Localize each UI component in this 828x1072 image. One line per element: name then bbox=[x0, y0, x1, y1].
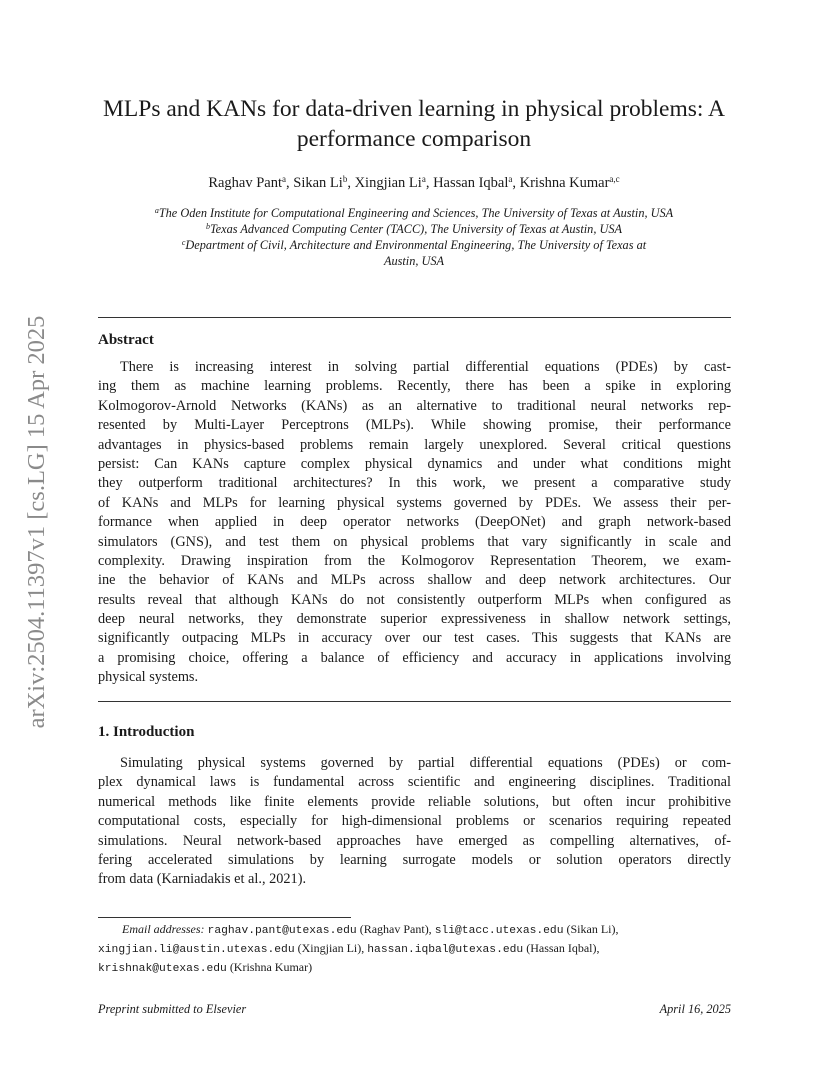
author-name: Krishna Kumar bbox=[519, 175, 610, 191]
affiliation-text: The Oden Institute for Computational Engineering and Sciences, The University of Texas at Austin, USA bbox=[158, 206, 674, 220]
email-link[interactable]: sli@tacc.utexas.edu bbox=[434, 925, 564, 937]
author-affil-mark: a bbox=[282, 174, 287, 184]
intro-line: fering accelerated simulations by learning surrogate models or solution operators directly bbox=[98, 851, 731, 868]
author-name: Raghav Pant bbox=[208, 175, 283, 191]
email-owner: (Sikan Li), bbox=[566, 922, 619, 936]
intro-line: simulations. Neural network-based approaches have emerged as compelling alternatives, of- bbox=[98, 832, 731, 849]
footer-date: April 16, 2025 bbox=[659, 1002, 731, 1016]
footnote-label: Email addresses: bbox=[122, 922, 205, 936]
author-list: Raghav Pant$^a$, Sikan Li$^b$, Xingjian Li$^a$, Hassan Iqbal$^a$, Krishna Kumar$^{a,c}$ bbox=[208, 174, 620, 191]
email-owner: (Xingjian Li), bbox=[297, 941, 365, 955]
footnote-rule bbox=[98, 917, 351, 918]
section-heading-introduction: 1. Introduction bbox=[98, 724, 195, 740]
abstract-line: a promising choice, offering a balance of efficiency and accuracy in applications involving bbox=[98, 649, 731, 666]
abstract-line: formance when applied in deep operator networks (DeepONet) and graph network-based bbox=[98, 514, 731, 531]
abstract-line: results reveal that although KANs do not consistently outperform MLPs when configured as bbox=[98, 591, 731, 608]
affiliation-c bbox=[80, 237, 748, 253]
intro-line: from data (Karniadakis et al., 2021). bbox=[98, 871, 307, 888]
abstract-line: advantages in physics-based problems remain largely unexplored. Several critical questions bbox=[98, 436, 731, 453]
author-name: Sikan Li bbox=[293, 175, 343, 191]
author-affil-mark: a,c bbox=[609, 174, 620, 184]
author-affil-mark: a bbox=[421, 174, 426, 184]
affiliation-a bbox=[80, 205, 748, 221]
affiliation-text: Department of Civil, Architecture and Environmental Engineering, The University of Texas at bbox=[185, 238, 647, 252]
affiliation-c-continued bbox=[80, 253, 748, 269]
abstract-line: simulators (GNS), and test them on physical problems that vary significantly in scale and bbox=[98, 533, 731, 550]
affiliation-mark: b bbox=[205, 222, 210, 231]
title-line-2: performance comparison bbox=[296, 126, 532, 152]
footnote-emails bbox=[98, 921, 731, 978]
email-link[interactable]: raghav.pant@utexas.edu bbox=[207, 925, 357, 937]
paper-title bbox=[88, 94, 740, 154]
title-line-1: MLPs and KANs for data-driven learning in physical problems: A bbox=[103, 96, 725, 122]
affiliation-mark: c bbox=[181, 238, 186, 247]
abstract-line: ing them as machine learning problems. Recently, there has been a spike in exploring bbox=[98, 378, 731, 395]
affiliation-text: Texas Advanced Computing Center (TACC), The University of Texas at Austin, USA bbox=[209, 222, 623, 236]
email-link[interactable]: xingjian.li@austin.utexas.edu bbox=[98, 944, 295, 956]
abstract-line: ine the behavior of KANs and MLPs across shallow and deep network architectures. Our bbox=[98, 572, 731, 589]
abstract-body bbox=[98, 358, 731, 688]
email-owner: (Raghav Pant), bbox=[359, 922, 432, 936]
arxiv-stamp bbox=[20, 286, 54, 758]
abstract-line: they outperform traditional architectures? In this work, we present a comparative study bbox=[98, 475, 731, 492]
affiliation-mark: a bbox=[154, 206, 159, 215]
intro-line: plex dynamical laws is fundamental across scientific and engineering disciplines. Traditional bbox=[98, 774, 731, 791]
intro-line: computational costs, especially for high-dimensional problems or scenarios requiring repeated bbox=[98, 813, 731, 830]
email-link[interactable]: hassan.iqbal@utexas.edu bbox=[367, 944, 524, 956]
intro-line: Simulating physical systems governed by partial differential equations (PDEs) or com- bbox=[120, 755, 731, 771]
affiliation-b bbox=[80, 221, 748, 237]
author-name: Hassan Iqbal bbox=[433, 175, 509, 191]
introduction-body bbox=[98, 754, 731, 890]
email-owner: (Hassan Iqbal), bbox=[526, 941, 600, 955]
abstract-line: resented by Multi-Layer Perceptrons (MLPs). While showing promise, their performance bbox=[98, 417, 731, 434]
intro-line: numerical methods like finite elements provide reliable solutions, but often incur prohibitive bbox=[98, 793, 731, 810]
abstract-line: There is increasing interest in solving partial differential equations (PDEs) by cast- bbox=[120, 359, 731, 375]
author-name: Xingjian Li bbox=[354, 175, 422, 191]
abstract-line: Kolmogorov-Arnold Networks (KANs) as an alternative to traditional neural networks rep- bbox=[98, 397, 731, 414]
abstract-line: complexity. Drawing inspiration from the Kolmogorov Representation Theorem, we exam- bbox=[98, 552, 731, 569]
arxiv-stamp-text: arXiv:2504.11397v1 [cs.LG] 15 Apr 2025 bbox=[23, 315, 50, 729]
email-owner: (Krishna Kumar) bbox=[229, 960, 313, 974]
abstract-top-rule bbox=[98, 317, 731, 318]
abstract-line: physical systems. bbox=[98, 669, 199, 686]
email-link[interactable]: krishnak@utexas.edu bbox=[98, 963, 227, 975]
author-affil-mark: b bbox=[342, 174, 348, 184]
abstract-line: significantly outpacing MLPs in accuracy over our test cases. This suggests that KANs are bbox=[98, 630, 731, 647]
affiliation-text: Austin, USA bbox=[383, 254, 445, 268]
abstract-line: of KANs and MLPs for learning physical systems governed by PDEs. We assess their per- bbox=[98, 494, 731, 511]
footer-preprint-note: Preprint submitted to Elsevier bbox=[98, 1002, 247, 1016]
abstract-line: persist: Can KANs capture complex physical dynamics and under what conditions might bbox=[98, 455, 731, 472]
abstract-bottom-rule bbox=[98, 701, 731, 702]
author-affil-mark: a bbox=[508, 174, 513, 184]
abstract-line: deep neural networks, they demonstrate superior expressiveness in shallow network settings, bbox=[98, 611, 731, 628]
abstract-heading: Abstract bbox=[98, 332, 154, 348]
